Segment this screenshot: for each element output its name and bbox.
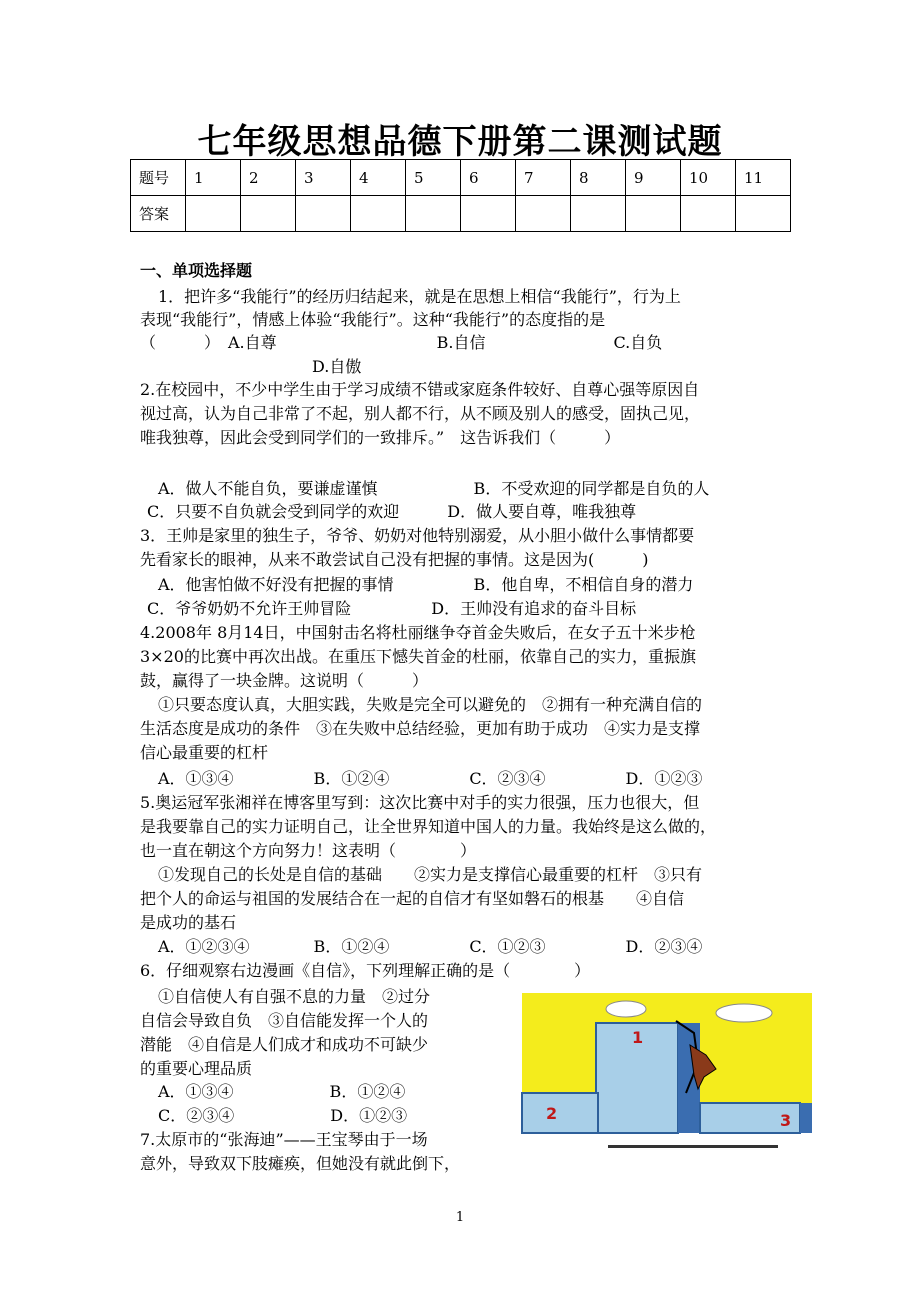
option-line: C．爷爷奶奶不允许王帅冒险 D．王帅没有追求的奋斗目标 [147, 599, 637, 618]
page-number: 1 [455, 1210, 465, 1225]
question-number-cell: 2 [241, 160, 296, 196]
answer-cell[interactable] [296, 196, 351, 232]
answer-row-label: 答案 [131, 196, 186, 232]
answer-cell[interactable] [571, 196, 626, 232]
question-line: 意外，导致双下肢瘫痪，但她没有就此倒下， [140, 1154, 461, 1173]
question-line: 唯我独尊，因此会受到同学们的一致排斥。” 这告诉我们（ ） [140, 428, 621, 447]
question-line: 鼓，赢得了一块金牌。这说明（ ） [140, 671, 429, 690]
option-line: A．做人不能自负，要谦虚谨慎 B．不受欢迎的同学都是自负的人 [158, 479, 710, 498]
statement-line: ①发现自己的长处是自信的基础 ②实力是支撑信心最重要的杠杆 ③只有 [158, 865, 703, 884]
question-number-cell: 3 [296, 160, 351, 196]
question-number-cell: 10 [681, 160, 736, 196]
question-line: （ ） A.自尊 B.自信 C.自负 [140, 333, 663, 352]
step-label-second: 2 [546, 1104, 558, 1123]
question-number-cell: 6 [461, 160, 516, 196]
answer-cell[interactable] [736, 196, 791, 232]
podium-second [522, 1093, 598, 1133]
statement-line: 把个人的命运与祖国的发展结合在一起的自信才有坚如磐石的根基 ④自信 [140, 889, 685, 908]
statement-line: 的重要心理品质 [140, 1059, 253, 1078]
statement-line: 信心最重要的杠杆 [140, 743, 269, 762]
cartoon-caption [608, 1145, 778, 1148]
question-number-cell: 11 [736, 160, 791, 196]
question-number-cell: 4 [351, 160, 406, 196]
option-line: A．①②③④ B．①②④ C．①②③ D．②③④ [158, 937, 703, 956]
step-label-first: 1 [632, 1028, 644, 1047]
question-number-cell: 9 [626, 160, 681, 196]
option-line: A．他害怕做不好没有把握的事情 B．他自卑，不相信自身的潜力 [158, 575, 694, 594]
answer-cell[interactable] [516, 196, 571, 232]
step-label-third: 3 [780, 1111, 792, 1130]
answer-cell[interactable] [626, 196, 681, 232]
statement-line: 生活态度是成功的条件 ③在失败中总结经验，更加有助于成功 ④实力是支撑 [140, 719, 701, 738]
answer-cell[interactable] [461, 196, 516, 232]
question-line: 表现“我能行”，情感上体验“我能行”。这种“我能行”的态度指的是 [140, 310, 606, 329]
question-number-cell: 1 [186, 160, 241, 196]
question-line: 2.在校园中，不少中学生由于学习成绩不错或家庭条件较好、自尊心强等原因自 [140, 380, 700, 399]
option-line: C．②③④ D．①②③ [158, 1106, 408, 1125]
question-line: 7.太原市的“张海迪”——王宝琴由于一场 [140, 1130, 428, 1149]
statement-line: 自信会导致自负 ③自信能发挥一个人的 [140, 1011, 429, 1030]
answer-cell[interactable] [351, 196, 406, 232]
question-number-cell: 8 [571, 160, 626, 196]
cloud-right [716, 1004, 772, 1022]
answer-cell[interactable] [406, 196, 461, 232]
confidence-cartoon [508, 993, 826, 1160]
answer-cell[interactable] [186, 196, 241, 232]
question-line: 是我要靠自己的实力证明自己，让全世界知道中国人的力量。我始终是这么做的， [140, 817, 717, 836]
question-line: 也一直在朝这个方向努力！这表明（ ） [140, 841, 477, 860]
podium-third-side [800, 1103, 812, 1133]
statement-line: 潜能 ④自信是人们成才和成功不可缺少 [140, 1035, 429, 1054]
question-line: 4.2008年 8月14日，中国射击名将杜丽继争夺首金失败后，在女子五十米步枪 [140, 623, 696, 642]
question-line: 3．王帅是家里的独生子，爷爷、奶奶对他特别溺爱，从小胆小做什么事情都要 [140, 526, 695, 545]
question-line: 5.奥运冠军张湘祥在博客里写到：这次比赛中对手的实力很强，压力也很大，但 [140, 793, 700, 812]
question-line: 视过高，认为自己非常了不起，别人都不行，从不顾及别人的感受，固执己见， [140, 404, 701, 423]
question-line: 3×20的比赛中再次出战。在重压下憾失首金的杜丽，依靠自己的实力，重振旗 [140, 647, 696, 666]
question-number-cell: 7 [516, 160, 571, 196]
question-line: 1．把许多“我能行”的经历归结起来，就是在思想上相信“我能行”，行为上 [158, 287, 681, 306]
option-line: C．只要不自负就会受到同学的欢迎 D．做人要自尊，唯我独尊 [147, 502, 637, 521]
answer-table [130, 159, 791, 232]
cloud-left [606, 1001, 646, 1017]
answer-table-number-row [131, 160, 791, 196]
option-line: A．①③④ B．①②④ [158, 1082, 406, 1101]
question-number-cell: 5 [406, 160, 461, 196]
question-line: 6．仔细观察右边漫画《自信》，下列理解正确的是（ ） [140, 961, 591, 980]
answer-cell[interactable] [681, 196, 736, 232]
question-line: 先看家长的眼神，从来不敢尝试自己没有把握的事情。这是因为( ) [140, 550, 649, 569]
option-line: A．①③④ B．①②④ C．②③④ D．①②③ [158, 769, 703, 788]
statement-line: 是成功的基石 [140, 913, 237, 932]
statement-line: ①自信使人有自强不息的力量 ②过分 [158, 987, 431, 1006]
number-row-label: 题号 [131, 160, 186, 196]
question-line: D.自傲 [312, 357, 362, 376]
section-heading-single-choice: 一、单项选择题 [140, 261, 253, 280]
statement-line: ①只要态度认真，大胆实践，失败是完全可以避免的 ②拥有一种充满自信的 [158, 695, 703, 714]
answer-table-answer-row [131, 196, 791, 232]
answer-cell[interactable] [241, 196, 296, 232]
page-title: 七年级思想品德下册第二课测试题 [197, 122, 723, 162]
